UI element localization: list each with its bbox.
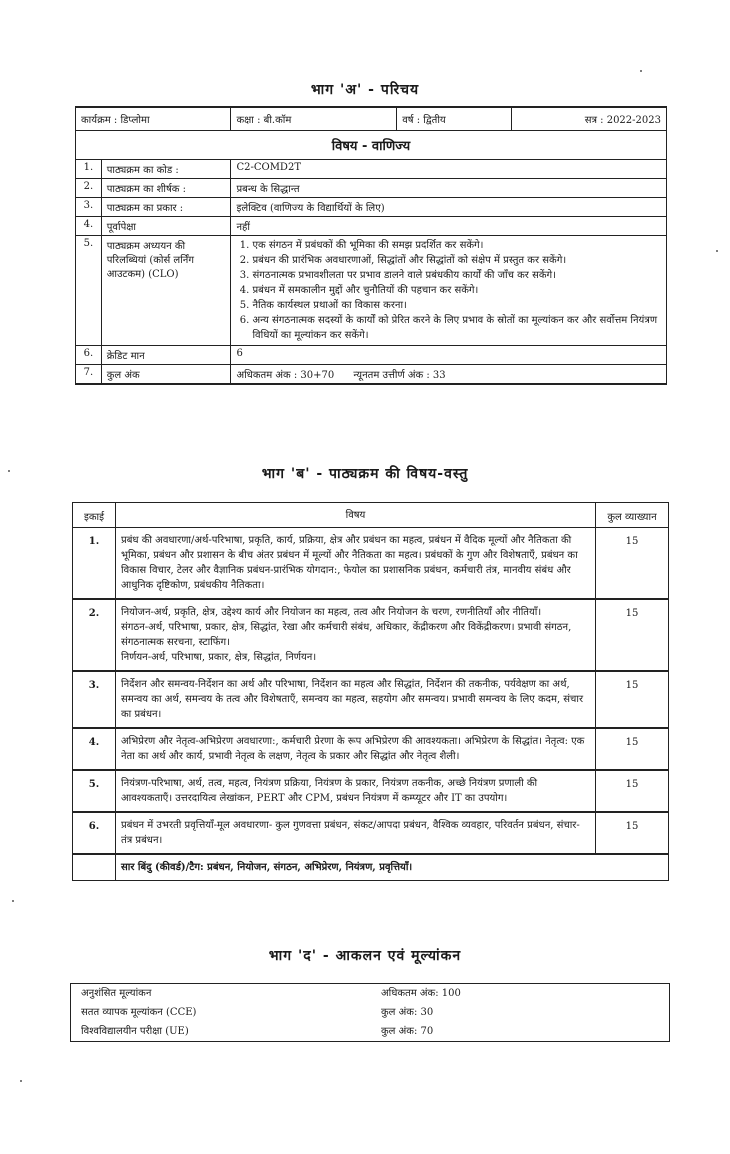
row-number: 5. <box>76 236 102 346</box>
course-title: प्रबन्ध के सिद्धान्त <box>231 179 667 198</box>
unit-number: 6. <box>73 812 116 854</box>
topic-paragraph: प्रबंध की अवधारणा/अर्थ-परिभाषा, प्रकृति, कार्य, प्रक्रिया, क्षेत्र और प्रबंधन का महत्व, प्रबंधन में वैदिक मूल्यों और नैतिकता की भूमिका, प्रबंधन और प्रशासन के बीच अंतर प्रबंधन में मूल्यों और नैतिकता का महत्व। प्रबंधकों के गुण और विशेषताएँ, प्रबंधन का विकास विचार, टेलर और वैज्ञानिक प्रबंधन-प्रारंभिक योगदान:, फेयोल का प्रशासनिक प्रबंधन, कर्मचारी तंत्र, मानवीय संबंध और आधुनिक दृष्टिकोण, प्रबंधकीय नैतिकता। <box>121 535 578 591</box>
scan-speck <box>640 70 642 72</box>
row-label: क्रेडिट मान <box>101 346 231 365</box>
clo-item: 3. संगठनात्मक प्रभावशीलता पर प्रभाव डालने वाले प्रबंधकीय कार्यों की जाँच कर सकेंगे। <box>252 268 661 283</box>
row-label: कुल अंक <box>101 365 231 385</box>
part-d-heading: भाग 'द' - आकलन एवं मूल्यांकन <box>268 948 462 964</box>
unit-number: 2. <box>73 599 116 671</box>
assessment-row <box>71 984 670 1004</box>
topic-paragraph: निर्देशन और समन्वय-निर्देशन का अर्थ और परिभाषा, निर्देशन का महत्व और सिद्धांत, निर्देशन की तकनीक, पर्यवेक्षण का अर्थ, समन्वय का अर्थ, समन्वय के तत्व और विशेषताएँ, समन्वय का महत्व, सहयोग और समन्वय। प्रभावी समन्वय के लिए कदम, संचार का प्रबंधन। <box>121 679 584 720</box>
session-cell: सत्र : 2022-2023 <box>511 107 667 131</box>
unit-number: 1. <box>73 528 116 600</box>
unit-topic <box>116 728 596 770</box>
clo-item: 1. एक संगठन में प्रबंधकों की भूमिका की समझ प्रदर्शित कर सकेंगे। <box>252 238 661 253</box>
scan-speck <box>20 1080 22 1082</box>
year-cell: वर्ष : द्वितीय <box>397 107 511 131</box>
unit-lectures: 15 <box>596 671 669 728</box>
unit-topic <box>116 599 596 671</box>
unit-number: 5. <box>73 770 116 812</box>
unit-lectures: 15 <box>596 528 669 600</box>
scan-speck <box>716 250 718 252</box>
assessment-marks: अधिकतम अंक: 100 <box>381 988 461 999</box>
credit-row <box>76 346 667 365</box>
course-type: इलेक्टिव (वाणिज्य के विद्यार्थियों के लिए) <box>231 198 667 217</box>
topic-paragraph: संगठन-अर्थ, परिभाषा, प्रकार, क्षेत्र, सिद्धांत, रेखा और कर्मचारी संबंध, अधिकार, केंद्रीकरण और विकेंद्रीकरण। प्रभावी संगठन, संगठनात्मक सरचना, स्टाफिंग। <box>121 622 572 648</box>
keywords-text: सार बिंदु (कीवर्ड)/टैग: प्रबंधन, नियोजन, संगठन, अभिप्रेरण, नियंत्रण, प्रवृत्तियाँ। <box>116 854 669 881</box>
topic-paragraph: नियंत्रण-परिभाषा, अर्थ, तत्व, महत्व, नियंत्रण प्रक्रिया, नियंत्रण के प्रकार, नियंत्रण तकनीक, अच्छे नियंत्रण प्रणाली की आवश्यकताएँ। उत्तरदायित्व लेखांकन, PERT और CPM, प्रबंधन नियंत्रण में कम्प्यूटर और IT का उपयोग। <box>121 778 538 804</box>
assessment-marks: कुल अंक: 70 <box>381 1026 434 1037</box>
unit-row <box>73 528 669 600</box>
program-info-row <box>76 107 667 131</box>
program-cell: कार्यक्रम : डिप्लोमा <box>76 107 231 131</box>
unit-lectures: 15 <box>596 599 669 671</box>
unit-row <box>73 770 669 812</box>
course-row <box>76 160 667 179</box>
course-row <box>76 217 667 236</box>
assessment-marks: कुल अंक: 30 <box>381 1007 434 1018</box>
row-number: 3. <box>76 198 102 217</box>
unit-row <box>73 599 669 671</box>
row-label: पाठ्यक्रम का शीर्षक : <box>101 179 231 198</box>
subject-title: विषय - वाणिज्य <box>76 131 667 160</box>
unit-topic <box>116 528 596 600</box>
row-number: 7. <box>76 365 102 385</box>
unit-lectures: 15 <box>596 770 669 812</box>
course-row <box>76 179 667 198</box>
unit-number: 3. <box>73 671 116 728</box>
assessment-row <box>71 1022 670 1042</box>
course-row <box>76 198 667 217</box>
row-number: 1. <box>76 160 102 179</box>
unit-number: 4. <box>73 728 116 770</box>
row-number: 6. <box>76 346 102 365</box>
lectures-column-header: कुल व्याख्यान <box>596 503 669 528</box>
row-label: पाठ्यक्रम का कोड : <box>101 160 231 179</box>
row-label: पूर्वापेक्षा <box>101 217 231 236</box>
topic-paragraph: अभिप्रेरण और नेतृत्व-अभिप्रेरण अवधारणा:, कर्मचारी प्रेरणा के रूप अभिप्रेरण की आवश्यकता। अभिप्रेरण के सिद्धांत। नेतृत्व: एक नेता का अर्थ और कार्य, प्रभावी नेतृत्व के लक्षण, नेतृत्व के प्रकार और सिद्धांत और नेतृत्व शैली। <box>121 736 585 762</box>
topic-paragraph: प्रबंधन में उभरती प्रवृत्तियाँ-मूल अवधारणा- कुल गुणवत्ता प्रबंधन, संकट/आपदा प्रबंधन, वैश्विक व्यवहार, परिवर्तन प्रबंधन, संचार-तंत्र प्रबंधन। <box>121 820 580 846</box>
topic-column-header: विषय <box>116 503 596 528</box>
keywords-row <box>73 854 669 881</box>
unit-row <box>73 671 669 728</box>
clo-row <box>76 236 667 346</box>
row-label: पाठ्यक्रम अध्ययन की परिलब्धियां (कोर्स लर्निंग आउटकम) (CLO) <box>101 236 231 346</box>
class-cell: कक्षा : बी.कॉम <box>231 107 397 131</box>
row-label: पाठ्यक्रम का प्रकार : <box>101 198 231 217</box>
prerequisite: नहीं <box>231 217 667 236</box>
unit-topic <box>116 812 596 854</box>
topic-paragraph: नियोजन-अर्थ, प्रकृति, क्षेत्र, उद्देश्य कार्य और नियोजन का महत्व, तत्व और नियोजन के चरण, रणनीतियाँ और नीतियाँ। <box>121 607 542 618</box>
assessment-row <box>71 1003 670 1022</box>
clo-item: 5. नैतिक कार्यस्थल प्रथाओं का विकास करना। <box>252 298 661 313</box>
topic-paragraph: निर्णयन-अर्थ, परिभाषा, प्रकार, क्षेत्र, सिद्धांत, निर्णयन। <box>121 652 317 663</box>
part-a-heading: भाग 'अ' - परिचय <box>310 82 420 98</box>
scan-speck <box>8 470 10 472</box>
scan-speck <box>12 900 14 902</box>
assessment-label: सतत व्यापक मूल्यांकन (CCE) <box>81 1007 197 1018</box>
unit-column-header: इकाई <box>73 503 116 528</box>
unit-topic <box>116 671 596 728</box>
clo-item: 2. प्रबंधन की प्रारंभिक अवधारणाओं, सिद्धांतों और सिद्धांतों को संक्षेप में प्रस्तुत कर सकेंगे। <box>252 253 661 268</box>
keywords-spacer <box>73 854 116 881</box>
subject-row <box>76 131 667 160</box>
credit-value: 6 <box>231 346 667 365</box>
assessment-label: अनुशंसित मूल्यांकन <box>81 988 152 999</box>
row-number: 2. <box>76 179 102 198</box>
row-number: 4. <box>76 217 102 236</box>
course-intro-table <box>75 106 667 385</box>
clo-list <box>236 238 661 343</box>
unit-row <box>73 812 669 854</box>
part-b-heading: भाग 'ब' - पाठ्यक्रम की विषय-वस्तु <box>261 466 469 482</box>
course-code: C2-COMD2T <box>231 160 667 179</box>
assessment-table <box>70 983 670 1042</box>
syllabus-header-row <box>73 503 669 528</box>
assessment-label: विश्वविद्यालयीन परीक्षा (UE) <box>81 1026 189 1037</box>
clo-list-cell <box>231 236 667 346</box>
clo-item: 4. प्रबंधन में समकालीन मुद्दों और चुनौतियों की पहचान कर सकेंगे। <box>252 283 661 298</box>
syllabus-table <box>72 502 669 881</box>
marks-row <box>76 365 667 385</box>
unit-row <box>73 728 669 770</box>
marks-value: अधिकतम अंक : 30+70 न्यूनतम उत्तीर्ण अंक : 33 <box>231 365 667 385</box>
unit-lectures: 15 <box>596 812 669 854</box>
unit-topic <box>116 770 596 812</box>
unit-lectures: 15 <box>596 728 669 770</box>
clo-item: 6. अन्य संगठनात्मक सदस्यों के कार्यों को प्रेरित करने के लिए प्रभाव के स्रोतों का मूल्यांकन कर और सर्वोत्तम नियंत्रण विधियों का मूल्यांकन कर सकेंगे। <box>252 313 661 343</box>
